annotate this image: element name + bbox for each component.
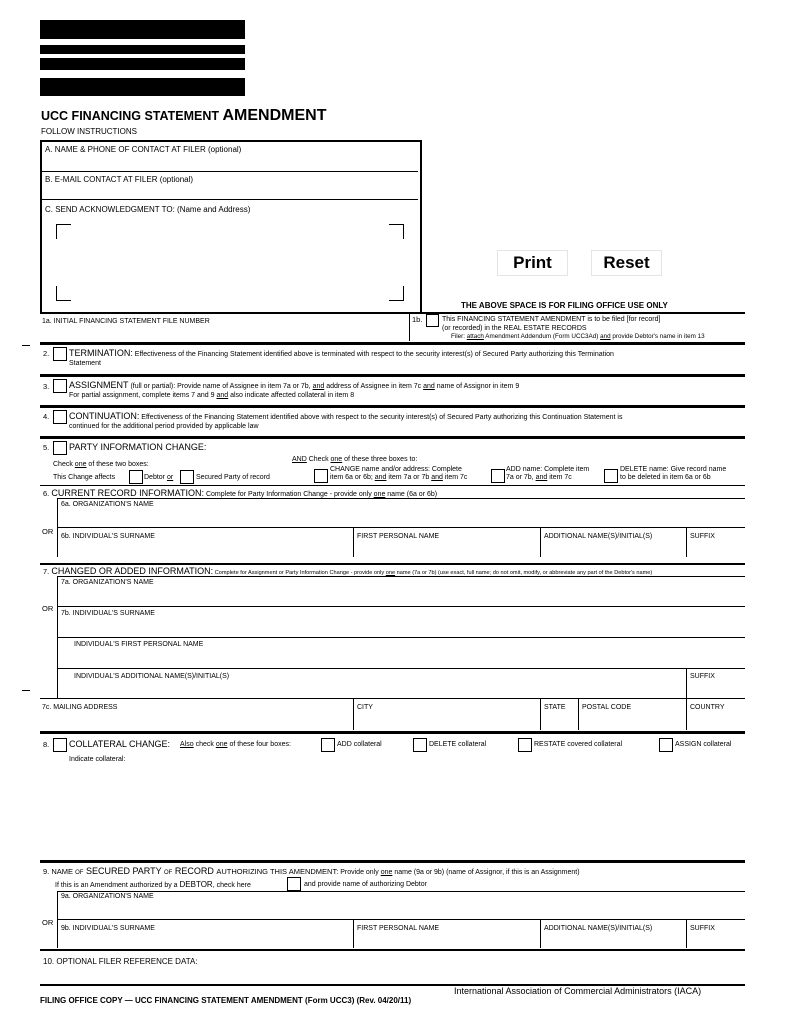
item-9-suffix: SUFFIX — [690, 925, 715, 932]
form-title-prefix: UCC FINANCING STATEMENT — [41, 109, 223, 123]
item-8-num: 8. — [43, 740, 50, 749]
item-5-check-three: AND Check one of these three boxes to: — [292, 456, 418, 463]
debtor-checkbox[interactable] — [129, 470, 143, 484]
item-4-text: CONTINUATION: Effectiveness of the Financing Statement identified above with respect to the security interest(s) of Secured Party authorizing this Continuation Statement is — [69, 411, 623, 421]
item-7c-mailing: 7c. MAILING ADDRESS — [42, 704, 118, 711]
item-6-first-name: FIRST PERSONAL NAME — [357, 533, 440, 540]
item-7-header: 7. CHANGED OR ADDED INFORMATION: Complete for Assignment or Party Information Change - provide only one name (7a or 7b) (use exact, full name; do not omit, modify, or abbreviate any part of the Debtor's name) — [43, 566, 653, 576]
filer-email-label: B. E-MAIL CONTACT AT FILER (optional) — [45, 175, 194, 184]
filer-name-phone-label: A. NAME & PHONE OF CONTACT AT FILER (optional) — [45, 145, 242, 154]
item-8-also: Also check one of these four boxes: — [180, 741, 291, 748]
continuation-checkbox[interactable] — [53, 410, 67, 424]
real-estate-records-checkbox[interactable] — [426, 314, 439, 327]
delete-name-line1: DELETE name: Give record name — [620, 466, 727, 473]
item-7-or: OR — [42, 604, 54, 613]
indicate-collateral-label: Indicate collateral: — [69, 756, 126, 763]
party-info-change-checkbox[interactable] — [53, 441, 67, 455]
termination-checkbox[interactable] — [53, 347, 67, 361]
footer-filing-copy: FILING OFFICE COPY — UCC FINANCING STATEMENT AMENDMENT (Form UCC3) (Rev. 04/20/11) — [40, 996, 412, 1005]
filer-contact-box — [40, 140, 422, 314]
redaction-bar-2 — [40, 45, 245, 54]
change-name-line2: item 6a or 6b; and item 7a or 7b and item 7c — [330, 474, 468, 481]
footer-iaca: International Association of Commercial Administrators (IACA) — [454, 986, 702, 996]
change-name-line1: CHANGE name and/or address: Complete — [330, 466, 462, 473]
delete-collateral-label: DELETE collateral — [429, 741, 487, 748]
delete-name-checkbox[interactable] — [604, 469, 618, 483]
item-7-first-name: INDIVIDUAL'S FIRST PERSONAL NAME — [74, 641, 204, 648]
item-2-num: 2. — [43, 349, 50, 358]
send-acknowledgment-label: C. SEND ACKNOWLEDGMENT TO: (Name and Address) — [45, 205, 251, 214]
item-7c-country: COUNTRY — [690, 704, 725, 711]
item-7c-state: STATE — [544, 704, 566, 711]
reset-button[interactable]: Reset — [591, 250, 662, 276]
assignment-checkbox[interactable] — [53, 379, 67, 393]
debtor-label: Debtor or — [144, 474, 174, 481]
item-7c-postal: POSTAL CODE — [582, 704, 632, 711]
delete-collateral-checkbox[interactable] — [413, 738, 427, 752]
item-9b-surname: 9b. INDIVIDUAL'S SURNAME — [61, 925, 155, 932]
item-2-text2: Statement — [69, 360, 101, 367]
item-4-text2: continued for the additional period provided by applicable law — [69, 423, 259, 430]
item-5-affects: This Change affects — [53, 474, 116, 481]
item-10-label: 10. OPTIONAL FILER REFERENCE DATA: — [43, 957, 198, 966]
item-9-debtor-line2: and provide name of authorizing Debtor — [304, 881, 427, 888]
item-6-header: 6. CURRENT RECORD INFORMATION: Complete for Party Information Change - provide only one name (6a or 6b) — [43, 488, 438, 498]
item-7c-city: CITY — [357, 704, 373, 711]
item-6-additional: ADDITIONAL NAME(S)/INITIAL(S) — [544, 533, 653, 540]
item-3-num: 3. — [43, 382, 50, 391]
add-collateral-label: ADD collateral — [337, 741, 382, 748]
item-9-first-name: FIRST PERSONAL NAME — [357, 925, 440, 932]
margin-mark — [22, 345, 30, 346]
item-6-suffix: SUFFIX — [690, 533, 715, 540]
item-9-debtor-line: If this is an Amendment authorized by a DEBTOR, check here — [55, 880, 251, 889]
item-5-num: 5. — [43, 443, 50, 452]
form-title-emph: AMENDMENT — [222, 107, 327, 124]
item-7b-surname: 7b. INDIVIDUAL'S SURNAME — [61, 610, 155, 617]
redaction-bar-1 — [40, 20, 245, 39]
item-7-additional: INDIVIDUAL'S ADDITIONAL NAME(S)/INITIAL(S) — [74, 673, 230, 680]
redaction-bar-4 — [40, 78, 245, 96]
restate-collateral-checkbox[interactable] — [518, 738, 532, 752]
item-6a-label: 6a. ORGANIZATION'S NAME — [61, 501, 154, 508]
filing-office-note: THE ABOVE SPACE IS FOR FILING OFFICE USE ONLY — [461, 301, 668, 310]
item-5-check-two: Check one of these two boxes: — [53, 461, 149, 468]
item-1b-line3: Filer: attach Amendment Addendum (Form UCC3Ad) and provide Debtor's name in item 13 — [451, 333, 705, 340]
item-7-suffix: SUFFIX — [690, 673, 715, 680]
item-2-text: TERMINATION: Effectiveness of the Financing Statement identified above is terminated with respect to the security interest(s) of Secured Party authorizing this Termination — [69, 348, 614, 358]
restate-collateral-label: RESTATE covered collateral — [534, 741, 623, 748]
add-name-line1: ADD name: Complete item — [506, 466, 590, 473]
item-1b-line2: (or recorded) in the REAL ESTATE RECORDS — [442, 325, 587, 332]
item-1b-line1: This FINANCING STATEMENT AMENDMENT is to be filed [for record] — [442, 316, 661, 323]
item-9-header: 9. NAME OF SECURED PARTY OF RECORD AUTHORIZING THIS AMENDMENT: Provide only one name (9a or 9b) (name of Assignor, if this is an Assignment) — [43, 866, 580, 876]
item-1b-num: 1b. — [412, 315, 423, 324]
add-name-line2: 7a or 7b, and item 7c — [506, 474, 572, 481]
margin-mark-2 — [22, 690, 30, 691]
authorized-by-debtor-checkbox[interactable] — [287, 877, 301, 891]
item-9a-label: 9a. ORGANIZATION'S NAME — [61, 893, 154, 900]
delete-name-line2: to be deleted in item 6a or 6b — [620, 474, 711, 481]
corner-bracket-bl — [56, 286, 71, 301]
item-9-or: OR — [42, 918, 54, 927]
item-5-title: PARTY INFORMATION CHANGE: — [69, 442, 207, 452]
item-9-additional: ADDITIONAL NAME(S)/INITIAL(S) — [544, 925, 653, 932]
item-3-text: ASSIGNMENT (full or partial): Provide name of Assignee in item 7a or 7b, and address of Assignee in item 7c and name of Assignor in item 9 — [69, 380, 520, 390]
assign-collateral-label: ASSIGN collateral — [675, 741, 732, 748]
follow-instructions: FOLLOW INSTRUCTIONS — [41, 127, 138, 136]
collateral-change-checkbox[interactable] — [53, 738, 67, 752]
corner-bracket-tr — [389, 224, 404, 239]
corner-bracket-tl — [56, 224, 71, 239]
redaction-bar-3 — [40, 58, 245, 70]
form-title — [41, 108, 326, 124]
secured-party-checkbox[interactable] — [180, 470, 194, 484]
item-1a-label: 1a. INITIAL FINANCING STATEMENT FILE NUMBER — [42, 318, 210, 325]
item-4-num: 4. — [43, 412, 50, 421]
secured-party-label: Secured Party of record — [196, 474, 270, 481]
add-collateral-checkbox[interactable] — [321, 738, 335, 752]
change-name-checkbox[interactable] — [314, 469, 328, 483]
print-button[interactable]: Print — [497, 250, 568, 276]
item-6b-surname: 6b. INDIVIDUAL'S SURNAME — [61, 533, 155, 540]
assign-collateral-checkbox[interactable] — [659, 738, 673, 752]
item-6-or: OR — [42, 527, 54, 536]
add-name-checkbox[interactable] — [491, 469, 505, 483]
corner-bracket-br — [389, 286, 404, 301]
item-8-title: COLLATERAL CHANGE: — [69, 739, 171, 749]
item-7a-label: 7a. ORGANIZATION'S NAME — [61, 579, 154, 586]
item-3-line2: For partial assignment, complete items 7 and 9 and also indicate affected collateral in item 8 — [69, 392, 355, 399]
